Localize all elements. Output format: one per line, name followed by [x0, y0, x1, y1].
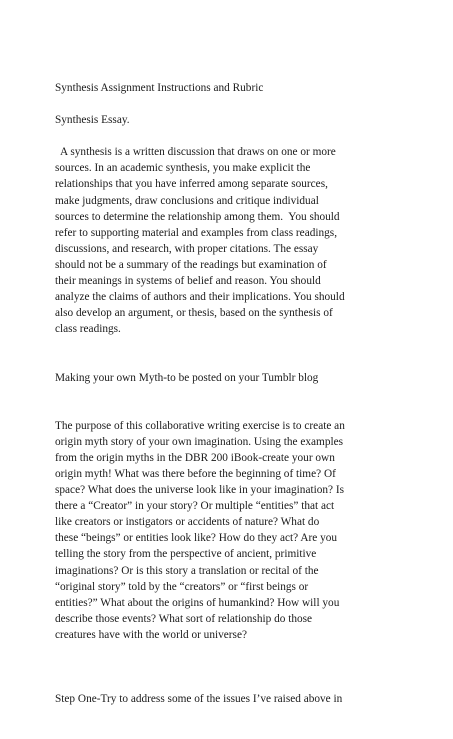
text-line: their meanings in systems of belief and reason. You should: [55, 275, 321, 288]
text-line: should not be a summary of the readings but examination of: [55, 258, 327, 271]
text-line: creatures have with the world or universe?: [55, 628, 247, 641]
text-line: like creators or instigators or accidents of nature? What do: [55, 516, 320, 529]
text-line: discussions, and research, with proper citations. The essay: [55, 242, 319, 255]
text-line: The purpose of this collaborative writing exercise is to create an: [55, 419, 345, 432]
text-line: from the origin myths in the DBR 200 iBook-create your own: [55, 451, 335, 464]
text-line: A synthesis is a written discussion that draws on one or more: [55, 146, 336, 159]
paragraph-synthesis: [55, 128, 405, 353]
text-line: these “beings” or entities look like? How do they act? Are you: [55, 532, 338, 545]
text-line: entities?” What about the origins of humankind? How will you: [55, 596, 340, 609]
document-title: Synthesis Assignment Instructions and Rubric: [55, 82, 264, 94]
text-line: imaginations? Or is this story a translation or recital of the: [55, 564, 319, 577]
text-line: origin myth! What was there before the beginning of time? Of: [55, 467, 336, 480]
paragraph-purpose: [55, 402, 405, 660]
text-line: relationships that you have inferred among separate sources,: [55, 178, 328, 191]
text-line: “original story” told by the “creators” or “first beings or: [55, 580, 309, 593]
paragraph-step-one: [55, 675, 405, 723]
subheading-myth: Making your own Myth-to be posted on your Tumblr blog: [55, 371, 319, 384]
text-line: describe those events? What sort of relationship do those: [55, 612, 313, 625]
document-body: [55, 80, 405, 739]
text-line: sources to determine the relationship among them. You should: [55, 210, 340, 223]
section-heading-text: Synthesis Essay.: [55, 114, 130, 127]
text-line: origin myth story of your own imagination. Using the examples: [55, 435, 344, 448]
text-line: also develop an argument, or thesis, based on the synthesis of: [55, 307, 333, 320]
text-line: telling the story from the perspective of ancient, primitive: [55, 548, 317, 561]
text-line: analyze the claims of authors and their implications. You should: [55, 291, 345, 304]
text-line: make judgments, draw conclusions and critique individual: [55, 194, 319, 207]
text-line: refer to supporting material and examples from class readings,: [55, 226, 338, 239]
text-line: space? What does the universe look like in your imagination? Is: [55, 484, 345, 497]
text-line: sources. In an academic synthesis, you make explicit the: [55, 162, 311, 175]
section-heading: [55, 112, 405, 128]
text-line: there a “Creator” in your story? Or multiple “entities” that act: [55, 500, 335, 513]
text-line: class readings.: [55, 323, 121, 336]
text-line: Step One-Try to address some of the issues I’ve raised above in: [55, 693, 343, 706]
